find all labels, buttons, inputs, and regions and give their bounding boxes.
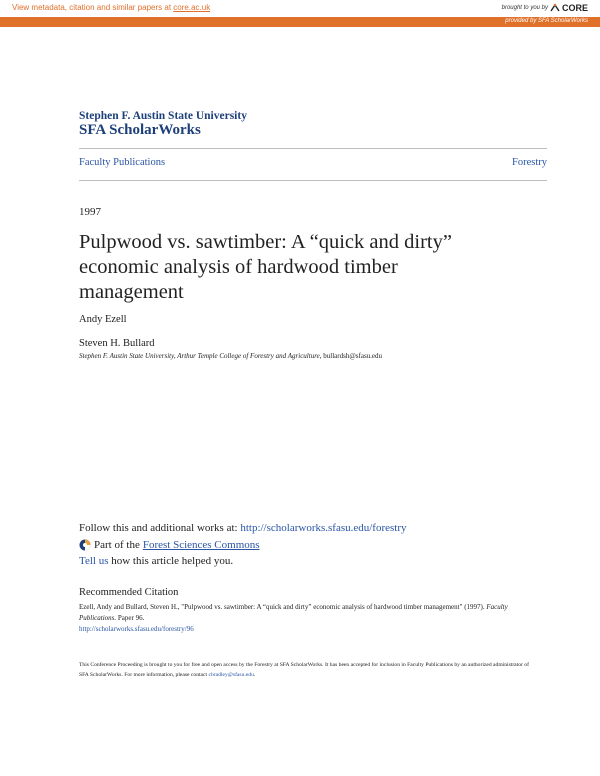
recommended-citation-heading: Recommended Citation <box>79 587 179 598</box>
institution-name: Stephen F. Austin State University <box>79 110 247 122</box>
divider-bottom <box>79 180 547 181</box>
core-link-text: View metadata, citation and similar papers at <box>12 3 174 12</box>
author-name: Andy Ezell <box>79 314 127 325</box>
affiliation-email: , bullardsh@sfasu.edu <box>319 352 383 360</box>
follow-line <box>79 522 407 534</box>
tell-us-link[interactable]: Tell us <box>79 555 109 567</box>
citation-url-link[interactable]: http://scholarworks.sfasu.edu/forestry/96 <box>79 625 194 633</box>
core-metadata-link[interactable] <box>12 3 210 12</box>
brought-to-you-label: brought to you by <box>501 5 548 11</box>
paper-title: Pulpwood vs. sawtimber: A “quick and dirty” economic analysis of hardwood timber management <box>79 231 452 303</box>
author-name: Steven H. Bullard <box>79 338 155 349</box>
follow-url-link[interactable]: http://scholarworks.sfasu.edu/forestry <box>240 522 407 534</box>
footer-end: . <box>253 672 256 678</box>
author-affiliation <box>79 352 549 360</box>
follow-prefix: Follow this and additional works at: <box>79 522 241 534</box>
footer-text: This Conference Proceeding is brought to you for free and open access by the Forestry at SFA ScholarWorks. It has been accepted for inclusion in Faculty Publications by an authorized administrator of SFA ScholarWorks. For more information, please contact <box>79 662 529 678</box>
citation-series: Faculty Publications. <box>79 603 508 622</box>
tellus-suffix: how this article helped you. <box>108 555 234 567</box>
core-banner <box>0 0 600 17</box>
citation-text <box>79 602 519 635</box>
nav-forestry-link[interactable]: Forestry <box>512 157 547 168</box>
core-logo[interactable] <box>550 2 588 14</box>
citation-part1: Ezell, Andy and Bullard, Steven H., "Pulpwood vs. sawtimber: A “quick and dirty” economic analysis of hardwood timber management" (1997). <box>79 603 487 611</box>
contact-email-link[interactable]: cbradley@sfasu.edu <box>208 672 254 678</box>
provided-by-label: provided by SFA ScholarWorks <box>505 18 588 24</box>
citation-part2: Paper 96. <box>116 614 145 622</box>
footer-notice <box>79 660 529 680</box>
nav-faculty-publications-link[interactable]: Faculty Publications <box>79 157 166 168</box>
core-logo-icon <box>550 3 560 13</box>
tell-us-line <box>79 555 233 567</box>
partof-prefix: Part of the <box>94 539 140 551</box>
publication-year: 1997 <box>79 206 101 218</box>
commons-network-icon <box>79 539 91 551</box>
core-url-link[interactable]: core.ac.uk <box>173 3 211 12</box>
core-provided-bar <box>0 17 600 27</box>
forest-sciences-commons-link[interactable]: Forest Sciences Commons <box>142 539 260 551</box>
part-of-line <box>79 539 260 551</box>
repository-name[interactable]: SFA ScholarWorks <box>79 122 201 138</box>
core-logo-text: CORE <box>561 3 588 13</box>
affiliation-text: Stephen F. Austin State University, Arthur Temple College of Forestry and Agriculture <box>79 352 320 360</box>
divider-top <box>79 148 547 149</box>
